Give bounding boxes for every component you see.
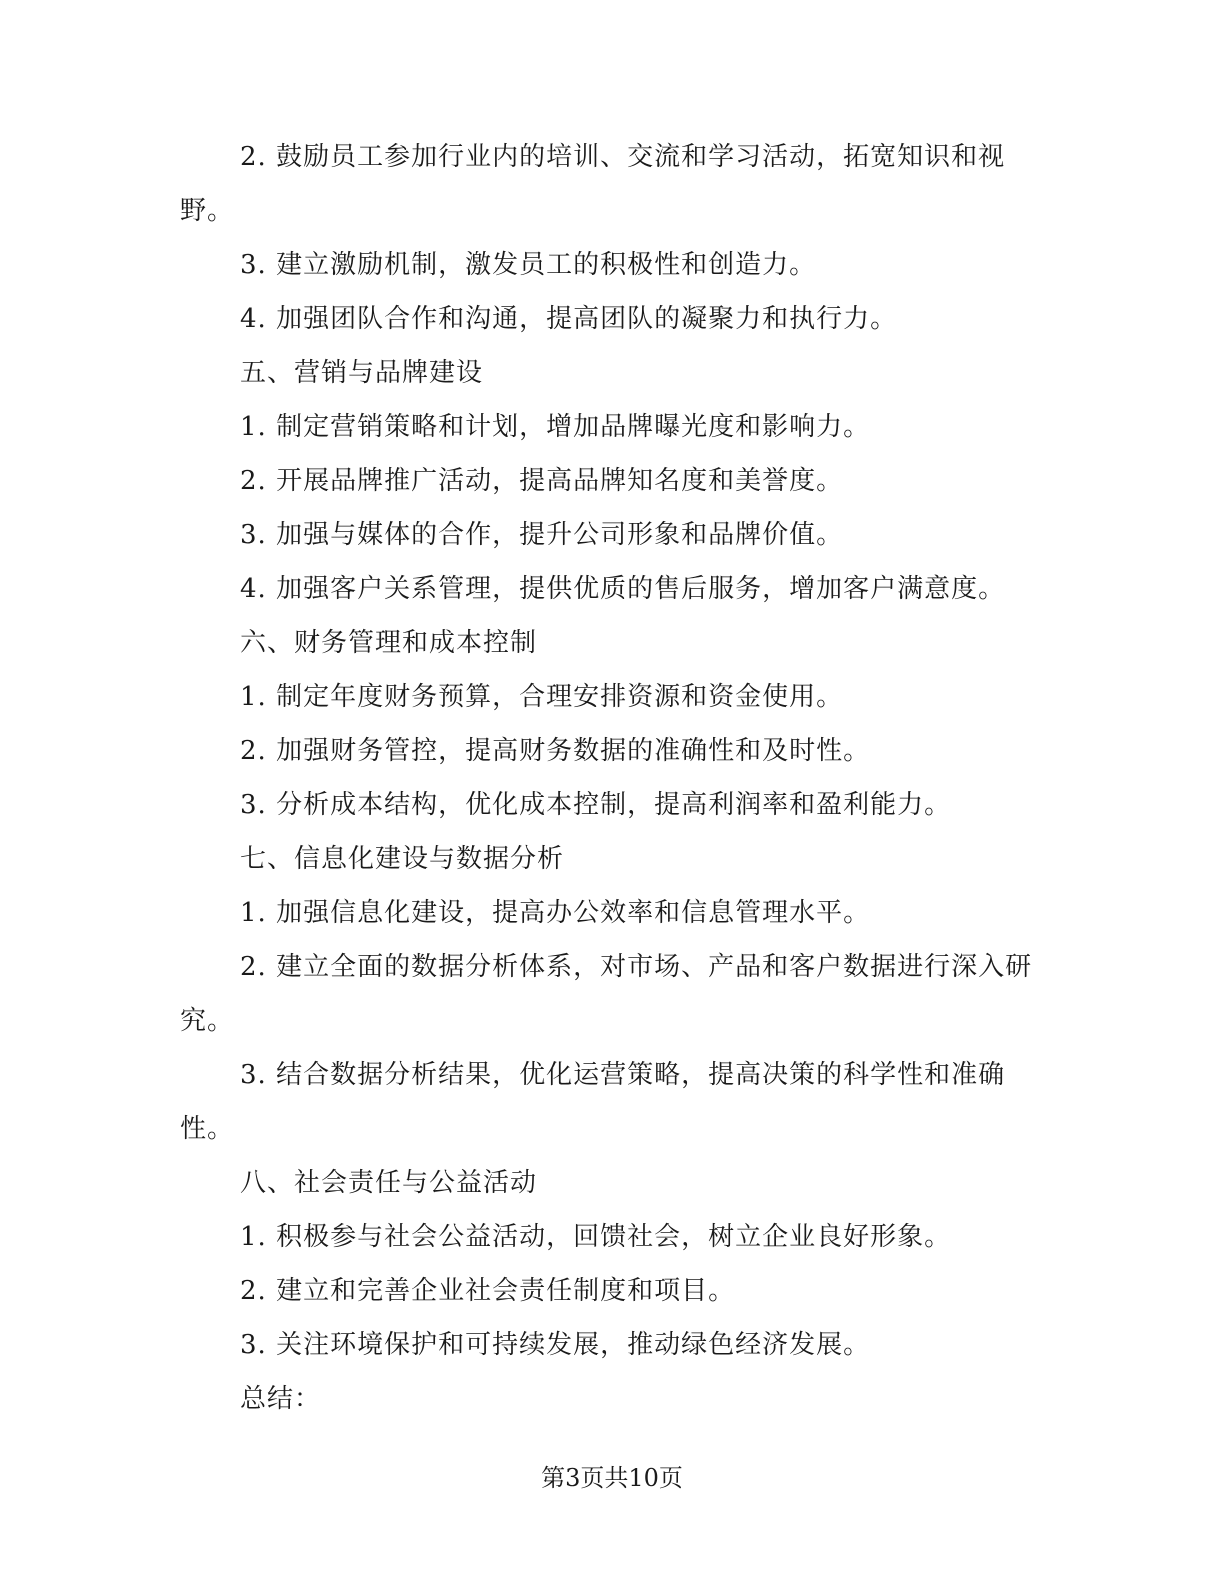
paragraph: 3. 关注环境保护和可持续发展，推动绿色经济发展。	[240, 1330, 871, 1360]
paragraph: 3. 建立激励机制，激发员工的积极性和创造力。	[240, 250, 817, 280]
paragraph: 3. 加强与媒体的合作，提升公司形象和品牌价值。	[240, 520, 844, 550]
summary-heading: 总结：	[240, 1384, 322, 1414]
section-heading: 六、财务管理和成本控制	[240, 628, 538, 658]
paragraph: 2. 开展品牌推广活动，提高品牌知名度和美誉度。	[240, 466, 844, 496]
paragraph: 1. 制定营销策略和计划，增加品牌曝光度和影响力。	[240, 412, 871, 442]
paragraph: 4. 加强客户关系管理，提供优质的售后服务，增加客户满意度。	[240, 574, 1006, 604]
paragraph: 1. 制定年度财务预算，合理安排资源和资金使用。	[240, 682, 844, 712]
section-heading: 五、营销与品牌建设	[240, 358, 484, 388]
paragraph: 2. 鼓励员工参加行业内的培训、交流和学习活动，拓宽知识和视野。	[180, 142, 1006, 226]
page-number-footer: 第3页共10页	[541, 1464, 683, 1492]
paragraph: 3. 结合数据分析结果，优化运营策略，提高决策的科学性和准确性。	[180, 1060, 1006, 1144]
paragraph: 1. 积极参与社会公益活动，回馈社会，树立企业良好形象。	[240, 1222, 952, 1252]
paragraph: 2. 加强财务管控，提高财务数据的准确性和及时性。	[240, 736, 871, 766]
paragraph: 3. 分析成本结构，优化成本控制，提高利润率和盈利能力。	[240, 790, 952, 820]
paragraph: 2. 建立全面的数据分析体系，对市场、产品和客户数据进行深入研究。	[180, 952, 1033, 1036]
section-heading: 八、社会责任与公益活动	[240, 1168, 538, 1198]
paragraph: 4. 加强团队合作和沟通，提高团队的凝聚力和执行力。	[240, 304, 898, 334]
section-heading: 七、信息化建设与数据分析	[240, 844, 565, 874]
paragraph: 2. 建立和完善企业社会责任制度和项目。	[240, 1276, 736, 1306]
document-body	[180, 130, 1040, 1426]
paragraph: 1. 加强信息化建设，提高办公效率和信息管理水平。	[240, 898, 871, 928]
